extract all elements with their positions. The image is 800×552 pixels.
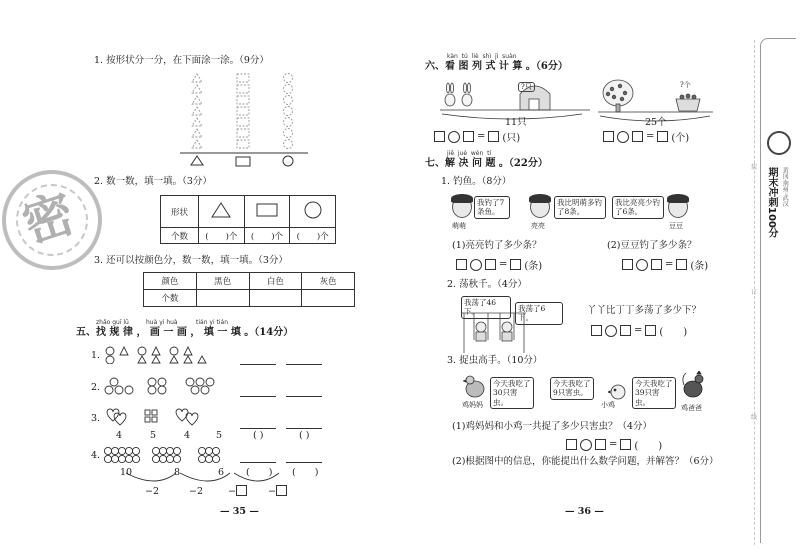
answer-box[interactable] [603, 131, 614, 142]
gray-header: 灰色 [302, 273, 355, 290]
answer-box[interactable] [622, 259, 633, 270]
brand-logo [767, 131, 791, 155]
kid-hair [529, 194, 551, 203]
kid-hair [451, 194, 473, 203]
s6-right-question: ?个 [680, 81, 691, 89]
black-header: 黑色 [196, 273, 249, 290]
pattern-row-3 [104, 408, 244, 428]
s7-q3-paren[interactable]: ( ) [634, 441, 663, 452]
s5-q3-paren-2[interactable]: ( ) [299, 430, 310, 441]
bubble-rooster: 今天我吃了39只害虫。 [632, 377, 676, 409]
triangle-icon [211, 202, 231, 218]
pattern-row-1 [104, 346, 244, 364]
circle-icon [304, 201, 322, 219]
answer-box[interactable] [591, 325, 602, 336]
bubble-swing-2: 我荡了6下。 [515, 302, 563, 325]
circle-count-cell[interactable]: ( )个 [290, 228, 336, 244]
s5-pinyin-1: zhǎo guī lǜ [96, 319, 129, 326]
answer-line[interactable] [286, 462, 322, 463]
s5-q4-op-2: −2 [189, 486, 204, 497]
rooster-icon [681, 371, 707, 401]
s5-q3-num-1: 4 [116, 430, 123, 441]
chick-icon [608, 380, 628, 400]
s5-q3-num-3: 4 [184, 430, 191, 441]
strip-char-1: 装 [751, 164, 758, 171]
s7-q1-unit2: (条) [690, 261, 709, 272]
name-liangliang: 亮亮 [531, 222, 545, 230]
shape-row-label: 形状 [161, 196, 199, 228]
q1-title: 1. 按形状分一分，在下面涂一涂。（9分） [94, 55, 269, 66]
answer-line[interactable] [286, 428, 322, 429]
operator-circle[interactable] [605, 325, 617, 337]
answer-box[interactable] [676, 259, 687, 270]
bubble-hen: 今天我吃了30只害虫。 [490, 377, 534, 409]
answer-box[interactable] [620, 439, 631, 450]
name-doudou: 豆豆 [669, 222, 683, 230]
s5-q4-num-2: 8 [174, 467, 181, 478]
answer-box[interactable] [645, 325, 656, 336]
s5-item-2: 2. [91, 382, 101, 393]
answer-line[interactable] [240, 364, 276, 365]
s5-pinyin-3: tián yi tián [196, 319, 229, 326]
s7-q3-title: 3. 捉虫高手。（10分） [447, 355, 543, 366]
color-count-table [143, 272, 355, 307]
bubble-chick: 今天我吃了9只害虫。 [550, 377, 594, 400]
operator-circle[interactable] [617, 131, 629, 143]
section5-title: 五、找 规 律 ， 画 一 画 ， 填 一 填 。（14分） [76, 327, 294, 338]
operator-circle[interactable] [636, 259, 648, 271]
s5-q4-op-3: − [228, 486, 236, 497]
answer-line[interactable] [240, 428, 276, 429]
s5-q4-op-4: − [268, 486, 276, 497]
s5-item-1: 1. [91, 350, 101, 361]
s7-q1-sub1: (1)亮亮钓了多少条？ [452, 240, 542, 251]
s7-q2-eq: = ( ) [591, 323, 687, 338]
s5-q3-num-2: 5 [150, 430, 157, 441]
brand-sub: 黄冈·荆州·武汉 [781, 167, 789, 207]
right-page-number: — 36 — [565, 506, 604, 517]
s5-item-4: 4. [91, 450, 101, 461]
s5-pinyin-2: huà yi huà [146, 319, 178, 326]
s7-q3-sub1: (1)鸡妈妈和小鸡一共捉了多少只害虫？（4分） [452, 421, 653, 432]
count-label: 个数 [144, 290, 197, 307]
shape-count-table [160, 195, 336, 244]
answer-line[interactable] [240, 396, 276, 397]
operator-circle[interactable] [448, 131, 460, 143]
answer-box[interactable] [236, 485, 247, 496]
answer-box[interactable] [463, 131, 474, 142]
bubble-doudou: 我比亮亮少钓了6条。 [612, 196, 664, 219]
bubble-swing-1: 我荡了46下。 [461, 296, 511, 319]
answer-box[interactable] [632, 131, 643, 142]
name-rooster: 鸡爸爸 [681, 404, 702, 412]
s6-pinyin: kàn tú liè shì jì suàn [447, 53, 517, 60]
white-header: 白色 [249, 273, 302, 290]
section7-title: 七、解 决 问 题 。（22分） [425, 158, 548, 169]
s6-right-total: 25个 [645, 117, 667, 128]
answer-box[interactable] [456, 259, 467, 270]
binding-strip [751, 38, 796, 543]
color-header: 颜色 [144, 273, 197, 290]
kid-hair [667, 194, 689, 203]
s6-left-unit: (只) [502, 133, 521, 144]
s7-pinyin: jiě jué wèn tí [447, 150, 492, 157]
triangle-count-cell[interactable]: ( )个 [199, 228, 245, 244]
s6-right-unit: (个) [671, 133, 690, 144]
s5-item-3: 3. [91, 413, 101, 424]
gray-count-cell[interactable] [302, 290, 355, 307]
answer-line[interactable] [286, 364, 322, 365]
s6-left-total: 11只 [505, 117, 527, 128]
s5-q3-paren-1[interactable]: ( ) [253, 430, 264, 441]
brand-name: 期末冲刺100分 [766, 167, 777, 238]
white-count-cell[interactable] [249, 290, 302, 307]
s6-right-equation: = (个) [603, 129, 689, 144]
rectangle-icon [256, 203, 278, 217]
left-page [0, 0, 395, 552]
s7-q2-text: 丫丫比丁丁多荡了多少下？ [587, 305, 702, 316]
section6-title: 六、看 图 列 式 计 算 。（6分） [425, 61, 568, 72]
answer-box[interactable] [488, 131, 499, 142]
s7-q3-sub2: (2)根据图中的信息，你能提出什么数学问题，并解答？（6分） [452, 456, 719, 467]
answer-line[interactable] [240, 462, 276, 463]
seal-char: 密 [15, 182, 82, 255]
s7-q1-title: 1. 钓鱼。（8分） [441, 176, 512, 187]
binding-dashed-line [754, 40, 755, 545]
name-hen: 鸡妈妈 [462, 401, 483, 409]
rectangle-count-cell[interactable]: ( )个 [244, 228, 290, 244]
answer-box[interactable] [485, 259, 496, 270]
s6-left-equation: = (只) [434, 129, 520, 144]
s5-q4-paren-2[interactable]: ( ) [292, 467, 319, 478]
operator-circle[interactable] [580, 439, 592, 451]
s5-q3-num-4: 5 [216, 430, 223, 441]
s7-q2-paren[interactable]: ( ) [659, 327, 688, 338]
answer-box[interactable] [620, 325, 631, 336]
answer-box[interactable] [651, 259, 662, 270]
s5-q4-num-3: 6 [218, 467, 225, 478]
hen-icon [463, 373, 487, 399]
right-page [400, 0, 750, 552]
shape-column-drawing [180, 72, 310, 167]
s5-q4-op-1: −2 [145, 486, 160, 497]
bubble-mengmeng: 我钓了7条鱼。 [474, 196, 510, 219]
answer-box[interactable] [276, 485, 287, 496]
pattern-row-2 [104, 377, 244, 395]
s5-q4-num-1: 10 [120, 467, 133, 478]
count-row-label: 个数 [161, 228, 199, 244]
answer-box[interactable] [566, 439, 577, 450]
answer-line[interactable] [286, 396, 322, 397]
answer-box[interactable] [595, 439, 606, 450]
s7-q3-eq: = ( ) [566, 437, 662, 452]
s7-q1-unit1: (条) [524, 261, 543, 272]
black-count-cell[interactable] [196, 290, 249, 307]
answer-box[interactable] [434, 131, 445, 142]
q3-title: 3. 还可以按颜色分，数一数，填一填。（3分） [94, 255, 288, 266]
s7-q2-title: 2. 荡秋千。（4分） [447, 279, 527, 290]
answer-box[interactable] [657, 131, 668, 142]
operator-circle[interactable] [470, 259, 482, 271]
swing-picture [460, 310, 530, 355]
strip-char-3: 线 [751, 414, 758, 421]
s5-q4-paren-1[interactable]: ( ) [246, 467, 273, 478]
answer-box[interactable] [510, 259, 521, 270]
name-mengmeng: 萌萌 [452, 222, 466, 230]
s6-left-question: ?只 [518, 82, 535, 92]
bubble-liangliang: 我比明萌多钓了8条。 [554, 196, 606, 219]
s7-q1-sub2: (2)豆豆钓了多少条？ [607, 240, 697, 251]
s7-q1-eq1: = (条) [456, 257, 542, 272]
shape-columns [180, 72, 310, 167]
strip-char-2: 订 [751, 289, 758, 296]
left-page-number: — 35 — [220, 506, 259, 517]
q2-title: 2. 数一数，填一填。（3分） [94, 176, 212, 187]
name-chick: 小鸡 [601, 401, 615, 409]
s7-q1-eq2: = (条) [622, 257, 708, 272]
